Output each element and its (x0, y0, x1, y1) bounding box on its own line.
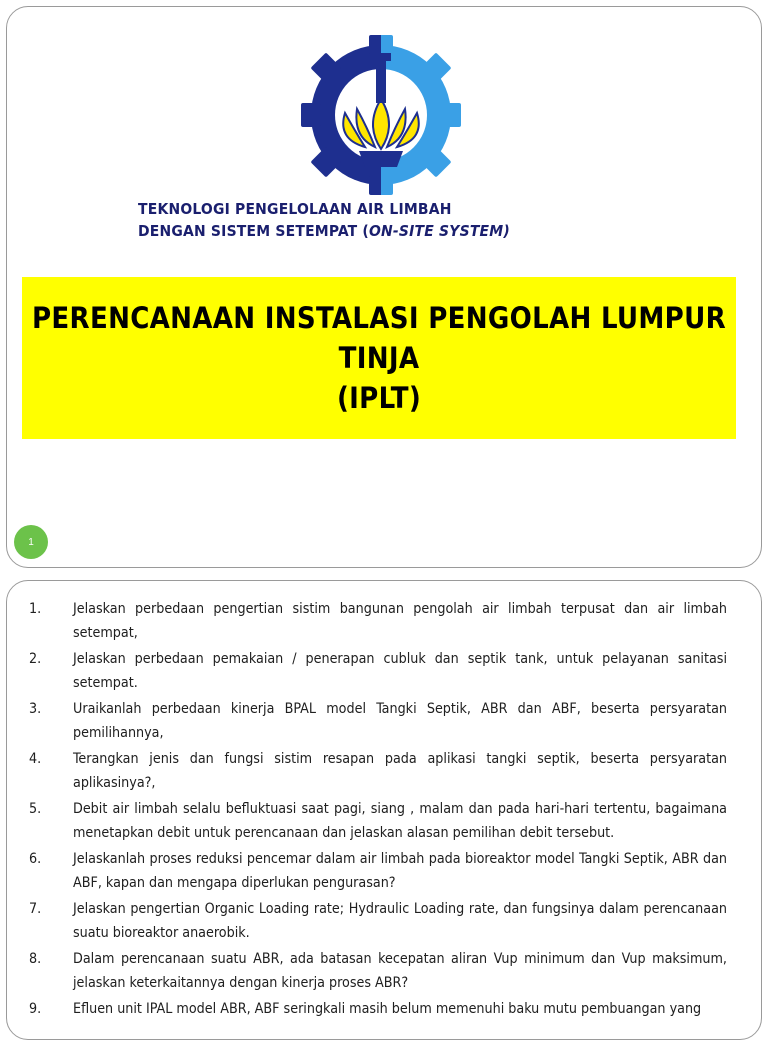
title-line-3: (IPLT) (336, 381, 422, 415)
question-text: Jelaskan perbedaan pemakaian / penerapan cubluk dan septik tank, untuk pelayanan sanitasi setempat. (73, 651, 727, 691)
question-number: 3. (29, 701, 42, 717)
question-text: Jelaskan perbedaan pengertian sistim bangunan pengolah air limbah terpusat dan air limbah setempat, (73, 601, 727, 641)
subtitle-line-1: TEKNOLOGI PENGELOLAAN AIR LIMBAH (138, 200, 452, 218)
question-text: Jelaskan pengertian Organic Loading rate; Hydraulic Loading rate, dan fungsinya dalam perencanaan suatu bioreaktor anaerobik. (73, 901, 727, 941)
question-item (29, 947, 727, 995)
question-item (29, 847, 727, 895)
subtitle-line-2 (138, 220, 510, 242)
question-text: Debit air limbah selalu befluktuasi saat pagi, siang , malam dan pada hari-hari tertentu, bagaimana menetapkan debit untuk perencanaan dan jelaskan alasan pemilihan debit tersebut. (73, 801, 727, 841)
question-item (29, 747, 727, 795)
title-line-2: TINJA (338, 341, 420, 375)
question-item (29, 597, 727, 645)
question-text: Uraikanlah perbedaan kinerja BPAL model Tangki Septik, ABR dan ABF, beserta persyaratan pemilihannya, (73, 701, 727, 741)
question-item (29, 797, 727, 845)
question-number: 7. (29, 901, 42, 917)
title-highlight-box (22, 277, 736, 439)
title-line-1: PERENCANAAN INSTALASI PENGOLAH LUMPUR (32, 301, 726, 335)
question-number: 1. (29, 601, 42, 617)
subtitle-line-2-text: DENGAN SISTEM SETEMPAT ( (138, 222, 369, 240)
question-number: 6. (29, 851, 42, 867)
question-number: 5. (29, 801, 42, 817)
question-number: 9. (29, 1001, 42, 1017)
question-item (29, 997, 727, 1021)
course-subtitle (138, 198, 510, 242)
question-text: Jelaskanlah proses reduksi pencemar dalam air limbah pada bioreaktor model Tangki Septik, ABR dan ABF, kapan dan mengapa diperlukan pengurasan? (73, 851, 727, 891)
questions-slide (6, 580, 762, 1040)
title-slide (6, 6, 762, 568)
question-number: 8. (29, 951, 42, 967)
question-text: Efluen unit IPAL model ABR, ABF seringkali masih belum memenuhi baku mutu pembuangan yang (73, 1001, 702, 1017)
subtitle-italic-text: ON-SITE SYSTEM) (369, 222, 510, 240)
question-item (29, 697, 727, 745)
question-text: Terangkan jenis dan fungsi sistim resapan pada aplikasi tangki septik, beserta persyaratan aplikasinya?, (73, 751, 727, 791)
its-gear-lotus-logo-icon (293, 35, 469, 195)
question-text: Dalam perencanaan suatu ABR, ada batasan kecepatan aliran Vup minimum dan Vup maksimum, jelaskan keterkaitannya dengan kinerja proses ABR? (73, 951, 727, 991)
question-number: 4. (29, 751, 42, 767)
question-item (29, 897, 727, 945)
page-number-badge: 1 (14, 525, 48, 559)
question-list (29, 597, 727, 1023)
question-number: 2. (29, 651, 42, 667)
question-item (29, 647, 727, 695)
